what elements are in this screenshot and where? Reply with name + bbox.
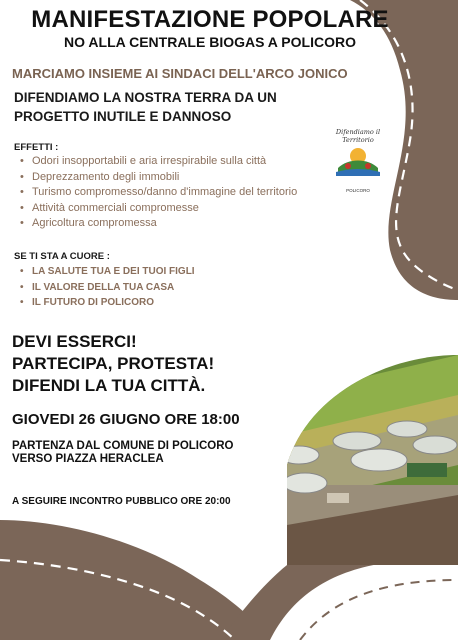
list-item: • IL VALORE DELLA TUA CASA: [18, 280, 195, 296]
departure-line-1: PARTENZA DAL COMUNE DI POLICORO: [12, 440, 234, 452]
event-departure: [12, 440, 233, 466]
list-item: • Deprezzamento degli immobili: [18, 170, 297, 186]
departure-line-2: VERSO PIAZZA HERACLEA: [12, 453, 164, 465]
logo-text: Difendiamo il Territorio: [335, 128, 381, 144]
list-item: • Odori insopportabili e aria irrespirabile sulla città: [18, 154, 297, 170]
event-follow-up: A SEGUIRE INCONTRO PUBBLICO ORE 20:00: [12, 496, 231, 507]
page-title: MANIFESTAZIONE POPOLARE: [31, 6, 389, 33]
list-item: • Turismo compromesso/danno d'immagine del territorio: [18, 185, 297, 201]
list-item: • Agricoltura compromessa: [18, 216, 297, 232]
effects-list: [18, 154, 297, 232]
logo-place: POLICORO: [346, 188, 370, 193]
event-date: GIOVEDI 26 GIUGNO ORE 18:00: [12, 411, 240, 428]
page-subtitle: NO ALLA CENTRALE BIOGAS A POLICORO: [64, 34, 356, 50]
care-list: [18, 264, 195, 311]
call-line-3: DIFENDI LA TUA CITTÀ.: [12, 376, 206, 395]
list-item: • Attività commerciali compromesse: [18, 201, 297, 217]
care-label: SE TI STA A CUORE :: [14, 251, 110, 262]
defend-heading: [14, 88, 284, 126]
call-line-2: PARTECIPA, PROTESTA!: [12, 354, 215, 373]
list-item: • LA SALUTE TUA E DEI TUOI FIGLI: [18, 264, 195, 280]
call-to-action: [12, 331, 214, 397]
defend-line-2: PROGETTO INUTILE E DANNOSO: [14, 109, 232, 124]
list-item: • IL FUTURO DI POLICORO: [18, 295, 195, 311]
march-line: MARCIAMO INSIEME AI SINDACI DELL'ARCO JONICO: [12, 66, 348, 81]
effects-label: EFFETTI :: [14, 142, 59, 153]
call-line-1: DEVI ESSERCI!: [12, 332, 137, 351]
defend-line-1: DIFENDIAMO LA NOSTRA TERRA DA UN: [14, 90, 277, 105]
biogas-plant-photo: [287, 355, 458, 565]
